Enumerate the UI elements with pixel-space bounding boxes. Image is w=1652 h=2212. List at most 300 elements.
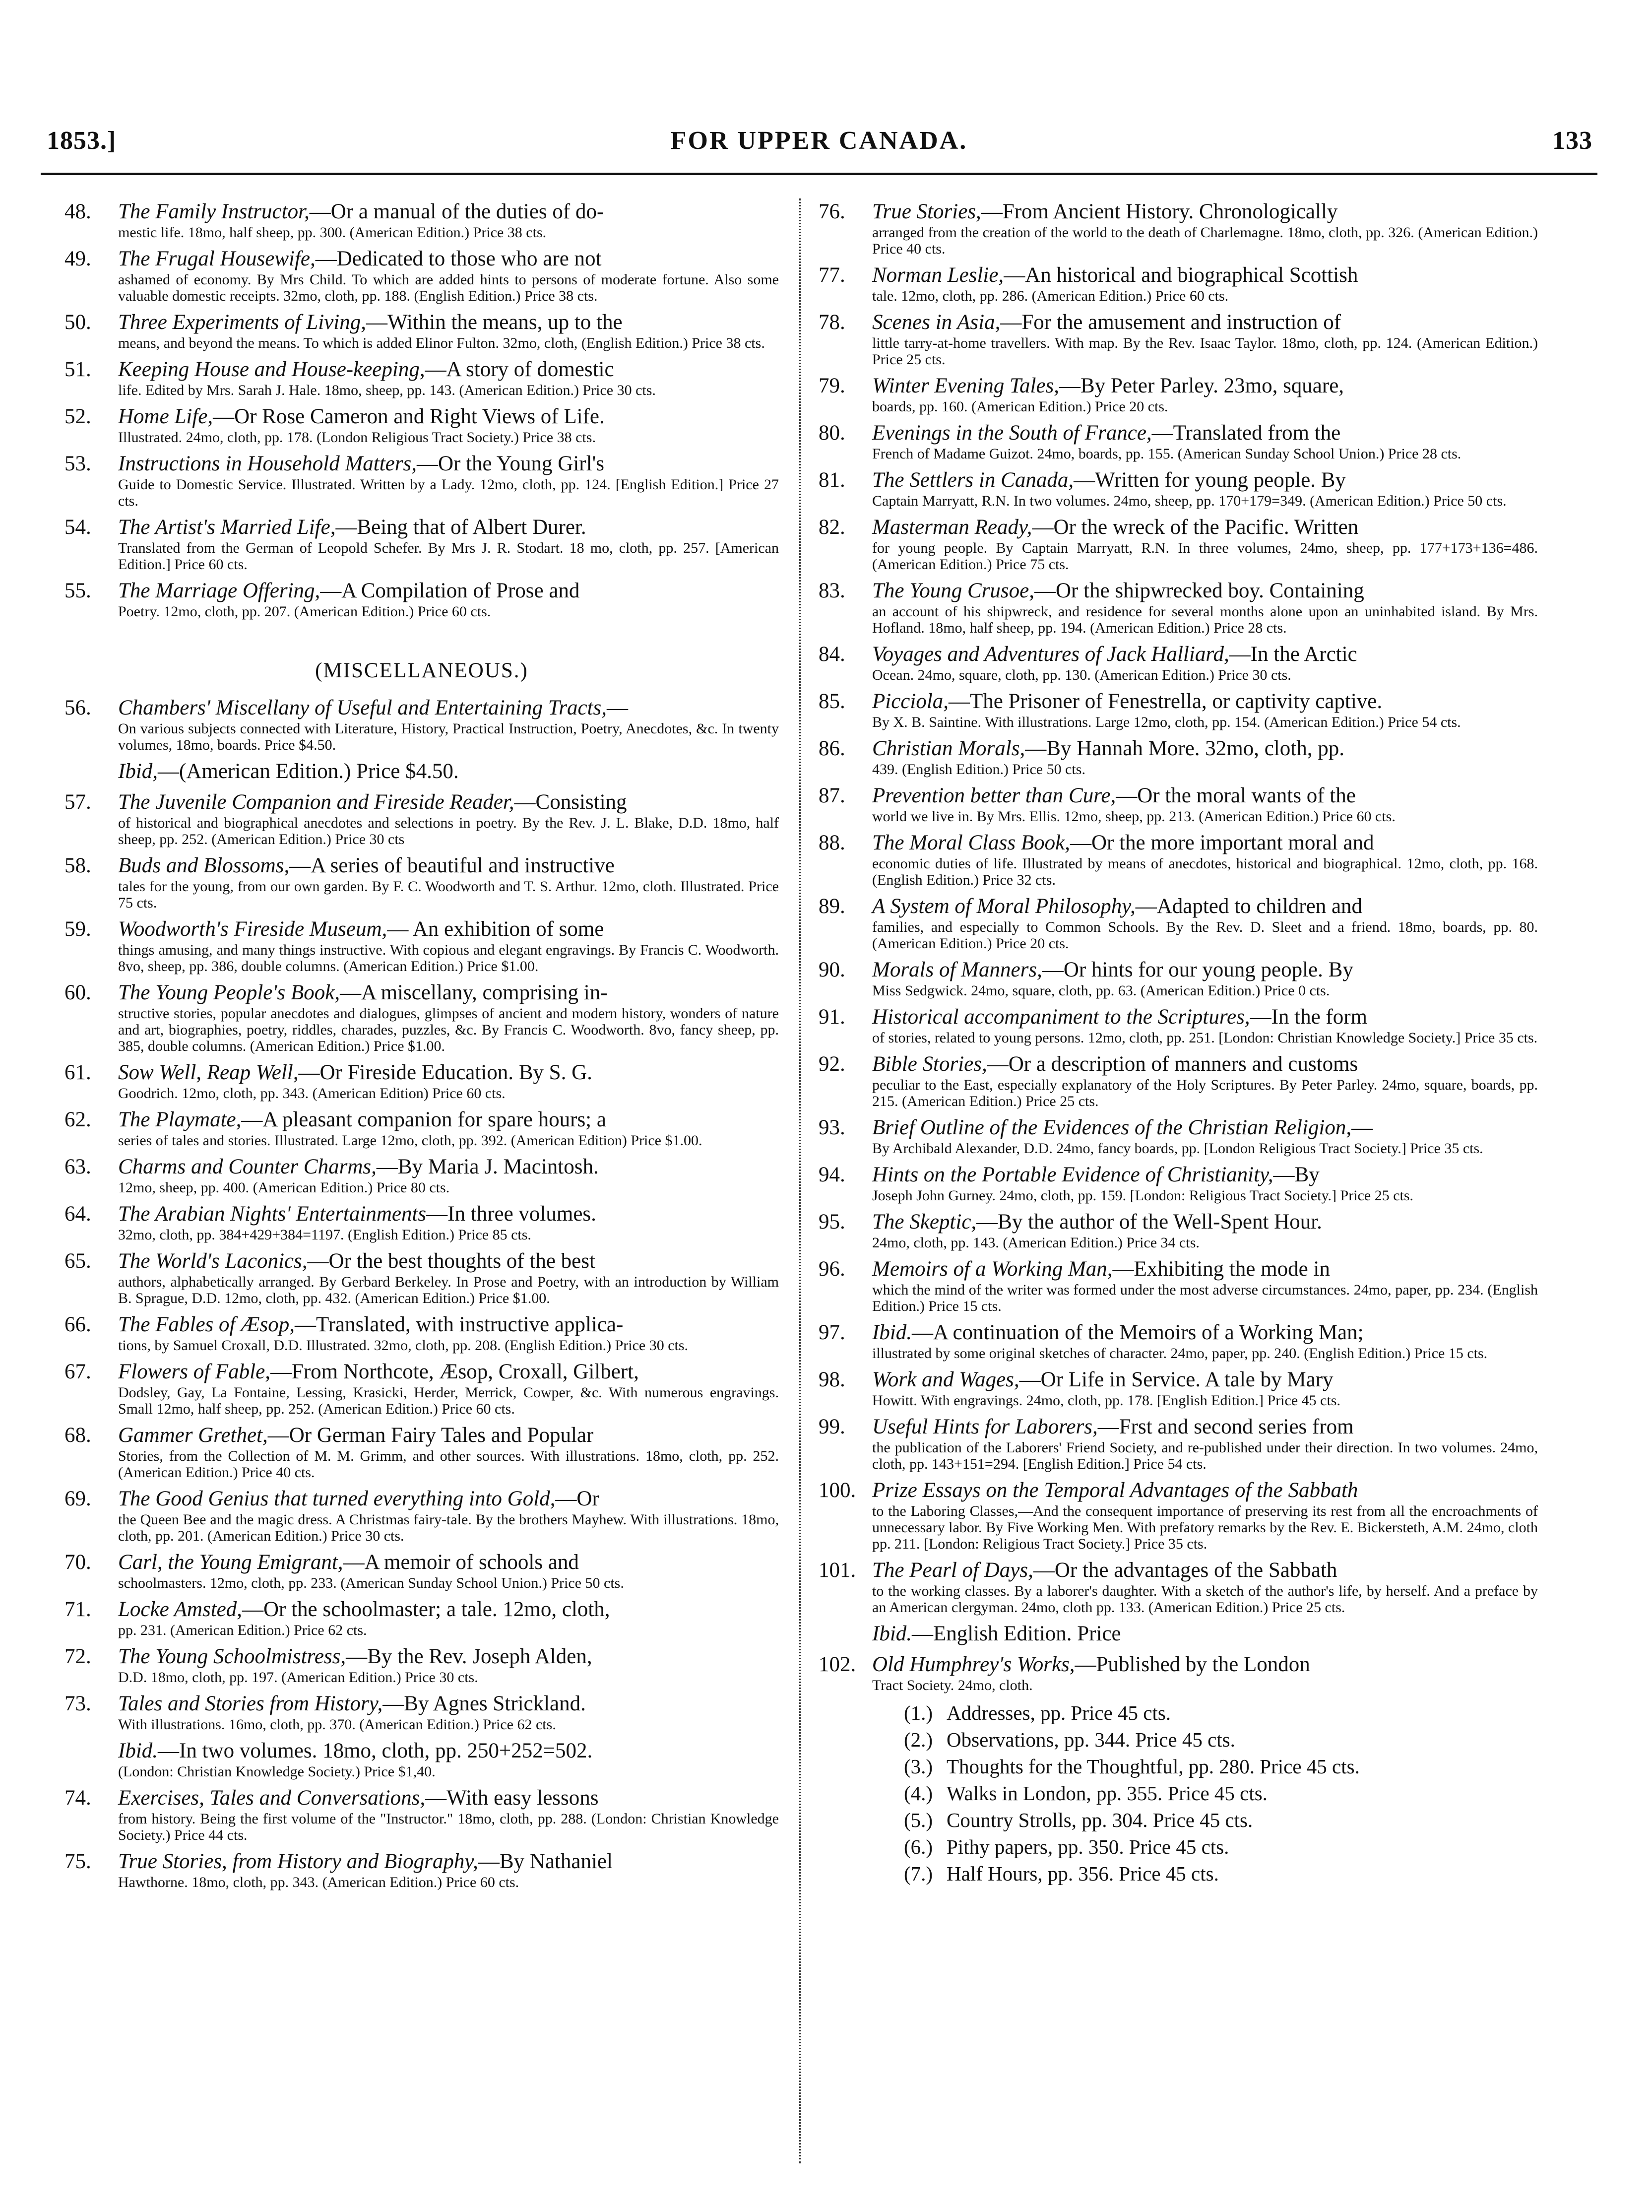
entry-lead: —Or a description of manners and customs: [987, 1052, 1358, 1076]
catalogue-entry: [64, 696, 779, 753]
entry-headline: [64, 1739, 779, 1763]
catalogue-entry: [64, 1423, 779, 1481]
catalogue-entry: [819, 1622, 1538, 1646]
entry-lead: —In the Arctic: [1229, 643, 1357, 666]
entry-number: 101.: [819, 1559, 856, 1582]
entry-description: an account of his shipwreck, and residence for several months alone upon an uninhabited island. By Mrs. Hofland. 18mo, half sheep, pp. 194. (American Edition.) Price 28 cts.: [872, 603, 1538, 636]
entry-number: 62.: [64, 1108, 91, 1131]
entry-description: to the working classes. By a laborer's daughter. With a sketch of the author's life, by herself. And a preface by an American clergyman. 24mo, cloth pp. 133. (American Edition.) Price 25 cts.: [872, 1583, 1538, 1616]
sub-item-text: Half Hours, pp. 356. Price 45 cts.: [947, 1862, 1219, 1885]
entry-number: 92.: [819, 1052, 845, 1076]
sub-item: [819, 1753, 1538, 1780]
entry-headline: [64, 696, 779, 720]
catalogue-entry: [819, 1415, 1538, 1472]
entry-title: The Young Schoolmistress,: [118, 1645, 346, 1668]
entry-headline: [819, 579, 1538, 603]
entry-headline: [64, 1692, 779, 1716]
entry-lead: —Written for young people. By: [1074, 468, 1346, 492]
entry-description: D.D. 18mo, cloth, pp. 197. (American Edition.) Price 30 cts.: [118, 1669, 478, 1686]
entry-description: By Archibald Alexander, D.D. 24mo, fancy boards, pp. [London Religious Tract Society.] Price 35 cts.: [872, 1140, 1483, 1157]
right-column: [819, 199, 1538, 2179]
entry-lead: —English Edition. Price: [912, 1622, 1121, 1645]
sub-item-number: (3.): [904, 1755, 933, 1778]
sub-item-text: Country Strolls, pp. 304. Price 45 cts.: [947, 1809, 1253, 1831]
catalogue-entry: [819, 199, 1538, 257]
entry-description: Illustrated. 24mo, cloth, pp. 178. (London Religious Tract Society.) Price 38 cts.: [118, 429, 596, 446]
entry-list-home: [64, 199, 779, 620]
catalogue-entry: [64, 790, 779, 847]
entry-headline: [819, 1005, 1538, 1030]
entry-number: 78.: [819, 311, 845, 334]
entry-description: for young people. By Captain Marryatt, R.N. In three volumes, 24mo, sheep, pp. 177+173+136=486. (American Edition.) Price 75 cts.: [872, 540, 1538, 573]
entry-lead: —Or the Young Girl's: [416, 452, 605, 475]
entry-description: Tract Society. 24mo, cloth.: [872, 1677, 1033, 1693]
sub-item: [819, 1807, 1538, 1833]
entry-headline: [819, 515, 1538, 540]
sub-item-text: Pithy papers, pp. 350. Price 45 cts.: [947, 1835, 1229, 1858]
entry-title: The Artist's Married Life,: [118, 516, 336, 539]
entry-lead: —With easy lessons: [425, 1786, 599, 1810]
entry-title: Keeping House and House-keeping,: [118, 358, 425, 381]
sub-item-number: (4.): [904, 1782, 933, 1805]
entry-headline: [64, 1249, 779, 1274]
section-heading: (MISCELLANEOUS.): [315, 659, 528, 682]
entry-number: 66.: [64, 1313, 91, 1336]
entry-number: 87.: [819, 784, 845, 807]
entry-number: 57.: [64, 790, 91, 814]
sub-item-number: (2.): [904, 1728, 933, 1751]
entry-headline: [64, 357, 779, 382]
entry-description: peculiar to the East, especially explanatory of the Holy Scriptures. By Peter Parley. 24mo, square, boards, pp. 215. (American Edition.) Price 25 cts.: [872, 1077, 1538, 1109]
catalogue-entry: [819, 1478, 1538, 1552]
entry-description: On various subjects connected with Literature, History, Practical Instruction, Poetry, Anecdotes, &c. In twenty volumes, 18mo, boards. Price $4.50.: [118, 720, 779, 753]
header-title: FOR UPPER CANADA.: [670, 127, 968, 155]
entry-headline: [64, 452, 779, 476]
entry-description: mestic life. 18mo, half sheep, pp. 300. (American Edition.) Price 38 cts.: [118, 224, 547, 241]
header-year: 1853.]: [47, 127, 117, 155]
entry-description: world we live in. By Mrs. Ellis. 12mo, sheep, pp. 213. (American Edition.) Price 60 cts.: [872, 808, 1396, 825]
entry-description: Howitt. With engravings. 24mo, cloth, pp. 178. [English Edition.] Price 45 cts.: [872, 1392, 1340, 1409]
entry-lead: —For the amusement and instruction of: [1000, 311, 1341, 334]
entry-lead: —Or the shipwrecked boy. Containing: [1034, 579, 1364, 602]
entry-title: The Marriage Offering,: [118, 579, 320, 602]
entry-number: 68.: [64, 1424, 91, 1447]
catalogue-entry: [64, 404, 779, 446]
entry-headline: [819, 1320, 1538, 1345]
entry-title: Ibid,: [118, 760, 158, 783]
entry-number: 65.: [64, 1249, 91, 1273]
entry-lead: —An historical and biographical Scottish: [1004, 263, 1358, 287]
entry-title: Useful Hints for Laborers,: [872, 1415, 1098, 1438]
catalogue-entry: [64, 1312, 779, 1354]
entry-description: economic duties of life. Illustrated by means of anecdotes, historical and biographical. 12mo, cloth, pp. 168. (English Edition.) Price 32 cts.: [872, 855, 1538, 888]
entry-lead: —Or German Fairy Tales and Popular: [267, 1424, 594, 1447]
entry-description: Miss Sedgwick. 24mo, square, cloth, pp. 63. (American Edition.) Price 0 cts.: [872, 982, 1330, 999]
sub-item-text: Addresses, pp. Price 45 cts.: [947, 1701, 1171, 1724]
catalogue-entry: [64, 1360, 779, 1417]
entry-headline: [64, 1202, 779, 1227]
entry-lead: —A pleasant companion for spare hours; a: [241, 1108, 606, 1131]
entry-number: 79.: [819, 374, 845, 397]
entry-lead: —Or: [555, 1487, 599, 1510]
entry-number: 54.: [64, 516, 91, 539]
catalogue-entry: [64, 357, 779, 398]
entry-headline: [64, 310, 779, 335]
entry-headline: [819, 1652, 1538, 1677]
entry-number: 70.: [64, 1551, 91, 1574]
entry-number: 84.: [819, 643, 845, 666]
entry-number: 59.: [64, 917, 91, 941]
entry-headline: [819, 1163, 1538, 1187]
entry-description: (London: Christian Knowledge Society.) Price $1,40.: [118, 1763, 436, 1780]
catalogue-entry: [819, 468, 1538, 509]
entry-headline: [819, 831, 1538, 855]
entry-number: 71.: [64, 1598, 91, 1621]
entry-description: tions, by Samuel Croxall, D.D. Illustrated. 32mo, cloth, pp. 208. (English Edition.) Price 30 cts.: [118, 1337, 689, 1354]
catalogue-entry: [64, 1107, 779, 1149]
entry-headline: [64, 515, 779, 540]
entry-headline: [819, 374, 1538, 398]
catalogue-entry: [64, 199, 779, 241]
entry-description: Ocean. 24mo, square, cloth, pp. 130. (American Edition.) Price 30 cts.: [872, 667, 1291, 683]
entry-title: Gammer Grethet,: [118, 1424, 268, 1447]
entry-description: from history. Being the first volume of the "Instructor." 18mo, cloth, pp. 288. (London: Christian Knowledge Society.) Price 44 cts.: [118, 1811, 779, 1843]
entry-number: 90.: [819, 958, 845, 981]
entry-lead: —From Northcote, Æsop, Croxall, Gilbert,: [270, 1360, 639, 1383]
entry-description: With illustrations. 16mo, cloth, pp. 370. (American Edition.) Price 62 cts.: [118, 1716, 556, 1733]
entry-lead: —(American Edition.) Price $4.50.: [158, 760, 459, 783]
entry-lead: —A Compilation of Prose and: [320, 579, 580, 602]
catalogue-entry: [819, 736, 1538, 778]
entry-number: 51.: [64, 358, 91, 381]
catalogue-entry: [64, 1060, 779, 1102]
entry-title: The Settlers in Canada,: [872, 468, 1074, 492]
entry-lead: —Within the means, up to the: [366, 311, 623, 334]
entry-lead: —Or hints for our young people. By: [1042, 958, 1353, 981]
catalogue-entry: [819, 263, 1538, 304]
entry-description: pp. 231. (American Edition.) Price 62 cts.: [118, 1622, 367, 1638]
entry-title: The Frugal Housewife,: [118, 247, 316, 270]
entry-title: Bible Stories,: [872, 1052, 987, 1076]
entry-description: illustrated by some original sketches of character. 24mo, paper, pp. 240. (English Edition.) Price 15 cts.: [872, 1345, 1488, 1362]
entry-number: 91.: [819, 1005, 845, 1029]
entry-description: life. Edited by Mrs. Sarah J. Hale. 18mo, sheep, pp. 143. (American Edition.) Price 30 cts.: [118, 382, 656, 398]
entry-title: The Arabian Nights' Entertainments: [118, 1202, 427, 1226]
entry-description: ashamed of economy. By Mrs Child. To which are added hints to persons of moderate fortune. Also some valuable domestic receipts. 32mo, cloth, pp. 188. (English Edition.) Price 38 cts.: [118, 271, 779, 304]
entry-lead: —Or the schoolmaster; a tale. 12mo, cloth,: [242, 1598, 610, 1621]
left-column: [64, 199, 779, 2179]
entry-lead: —The Prisoner of Fenestrella, or captivity captive.: [949, 690, 1383, 713]
catalogue-entry: [64, 1692, 779, 1733]
column-divider: [799, 198, 801, 2163]
entry-number: 56.: [64, 696, 91, 719]
entry-headline: [819, 1257, 1538, 1282]
entry-description: boards, pp. 160. (American Edition.) Price 20 cts.: [872, 398, 1168, 415]
entry-number: 88.: [819, 831, 845, 854]
entry-number: 100.: [819, 1479, 856, 1502]
entry-number: 102.: [819, 1653, 856, 1676]
entry-lead: —Consisting: [514, 790, 627, 814]
entry-lead: —From Ancient History. Chronologically: [981, 200, 1338, 223]
entry-lead: —: [1351, 1116, 1373, 1139]
entry-number: 75.: [64, 1850, 91, 1873]
entry-title: Ibid.: [118, 1739, 158, 1762]
catalogue-entry: [819, 1652, 1538, 1693]
entry-headline: [819, 1478, 1538, 1503]
entry-title: The Family Instructor,: [118, 200, 310, 223]
entry-lead: —By Nathaniel: [478, 1850, 613, 1873]
entry-headline: [64, 1312, 779, 1337]
sub-item: [819, 1699, 1538, 1726]
entry-title: Tales and Stories from History,: [118, 1692, 383, 1715]
entry-headline: [64, 1155, 779, 1179]
entry-list-right: [819, 199, 1538, 1693]
entry-title: Evenings in the South of France,: [872, 421, 1152, 445]
sub-item-number: (1.): [904, 1701, 933, 1724]
entry-title: Morals of Manners,: [872, 958, 1042, 981]
entry-lead: —By the author of the Well-Spent Hour.: [976, 1210, 1322, 1234]
entry-headline: [819, 1558, 1538, 1583]
entry-lead: —Exhibiting the mode in: [1112, 1257, 1330, 1281]
entry-lead: — An exhibition of some: [387, 917, 604, 941]
entry-description: families, and especially to Common Schools. By the Rev. D. Sleet and a friend. 18mo, boards, pp. 80. (American Edition.) Price 20 cts.: [872, 919, 1538, 952]
catalogue-entry: [819, 894, 1538, 952]
entry-lead: —Frst and second series from: [1097, 1415, 1354, 1438]
catalogue-entry: [819, 783, 1538, 825]
entry-title: The Juvenile Companion and Fireside Reader,: [118, 790, 514, 814]
catalogue-entry: [819, 579, 1538, 636]
catalogue-entry: [64, 980, 779, 1054]
entry-title: Historical accompaniment to the Scriptures,: [872, 1005, 1250, 1029]
catalogue-entry: [819, 1558, 1538, 1616]
entry-description: tales for the young, from our own garden. By F. C. Woodworth and T. S. Arthur. 12mo, cloth. Illustrated. Price 75 cts.: [118, 878, 779, 911]
sub-item: [819, 1860, 1538, 1887]
entry-number: 94.: [819, 1163, 845, 1186]
entry-lead: —In the form: [1250, 1005, 1367, 1029]
entry-headline: [64, 579, 779, 603]
entry-description: Goodrich. 12mo, cloth, pp. 343. (American Edition) Price 60 cts.: [118, 1085, 506, 1102]
entry-lead: —A miscellany, comprising in-: [340, 981, 608, 1004]
entry-lead: —Or Rose Cameron and Right Views of Life.: [213, 405, 605, 428]
entry-headline: [819, 642, 1538, 667]
catalogue-entry: [819, 1320, 1538, 1362]
entry-description: Dodsley, Gay, La Fontaine, Lessing, Krasicki, Herder, Merrick, Cowper, &c. With numerous engravings. Small 12mo, half sheep, pp. 252. (American Edition.) Price 60 cts.: [118, 1384, 779, 1417]
catalogue-entry: [819, 374, 1538, 415]
catalogue-entry: [64, 1786, 779, 1843]
entry-description: of historical and biographical anecdotes and selections in poetry. By the Rev. J. L. Blake, D.D. 18mo, half sheep, pp. 252. (American Edition.) Price 30 cts: [118, 815, 779, 847]
entry-lead: —By: [1273, 1163, 1320, 1186]
catalogue-entry: [819, 1052, 1538, 1109]
entry-title: Chambers' Miscellany of Useful and Entertaining Tracts,: [118, 696, 607, 719]
entry-headline: [819, 1210, 1538, 1235]
catalogue-entry: [64, 247, 779, 304]
entry-number: 50.: [64, 311, 91, 334]
entry-number: 97.: [819, 1321, 845, 1344]
catalogue-entry: [64, 1202, 779, 1243]
entry-lead: —Or Fireside Education. By S. G.: [298, 1061, 592, 1084]
catalogue-entry: [64, 1487, 779, 1544]
entry-headline: [64, 1107, 779, 1132]
entry-title: Voyages and Adventures of Jack Halliard,: [872, 643, 1229, 666]
entry-title: Carl, the Young Emigrant,: [118, 1551, 343, 1574]
entry-headline: [819, 199, 1538, 224]
entry-headline: [64, 1550, 779, 1575]
entry-headline: [819, 783, 1538, 808]
entry-description: to the Laboring Classes,—And the consequent importance of preserving its rest from all the encroachments of unnecessary labor. By Five Working Men. With prefatory remarks by the Rev. E. Bickersteth, A.M. 24mo, cloth pp. 211. [London: Religious Tract Society.] Price 35 cts.: [872, 1503, 1538, 1552]
entry-description: 12mo, sheep, pp. 400. (American Edition.) Price 80 cts.: [118, 1179, 450, 1196]
entry-number: 99.: [819, 1415, 845, 1438]
entry-lead: —Or Life in Service. A tale by Mary: [1019, 1368, 1334, 1391]
entry-description: series of tales and stories. Illustrated. Large 12mo, cloth, pp. 392. (American Edition) Price $1.00.: [118, 1132, 702, 1149]
entry-number: 48.: [64, 200, 91, 223]
entry-number: 74.: [64, 1786, 91, 1810]
entry-title: Prevention better than Cure,: [872, 784, 1116, 807]
entry-description: Translated from the German of Leopold Schefer. By Mrs J. R. Stodart. 18 mo, cloth, pp. 257. [American Edition.] Price 60 cts.: [118, 540, 779, 573]
entry-title: Brief Outline of the Evidences of the Christian Religion,: [872, 1116, 1352, 1139]
entry-headline: [64, 1360, 779, 1384]
entry-lead: —Being that of Albert Durer.: [335, 516, 586, 539]
catalogue-entry: [64, 515, 779, 573]
entry-number: 53.: [64, 452, 91, 475]
header-rule: [41, 173, 1597, 175]
entry-number: 52.: [64, 405, 91, 428]
entry-headline: [819, 468, 1538, 493]
entry-title: Home Life,: [118, 405, 213, 428]
catalogue-entry: [64, 579, 779, 620]
entry-title: The Pearl of Days,: [872, 1559, 1033, 1582]
entry-number: 67.: [64, 1360, 91, 1383]
catalogue-entry: [819, 421, 1538, 462]
entry-title: True Stories, from History and Biography,: [118, 1850, 478, 1873]
entry-title: The Skeptic,: [872, 1210, 977, 1234]
entry-headline: [819, 1622, 1538, 1646]
entry-number: 76.: [819, 200, 845, 223]
entry-number: 64.: [64, 1202, 91, 1226]
entry-description: arranged from the creation of the world to the death of Charlemagne. 18mo, cloth, pp. 326. (American Edition.) Price 40 cts.: [872, 224, 1538, 257]
entry-lead: —Translated from the: [1151, 421, 1341, 445]
catalogue-entry: [64, 1849, 779, 1890]
entry-headline: [64, 1849, 779, 1874]
entry-lead: —Or the wreck of the Pacific. Written: [1032, 516, 1359, 539]
entry-number: 60.: [64, 981, 91, 1004]
entry-lead: —Or a manual of the duties of do-: [309, 200, 604, 223]
sub-item-number: (7.): [904, 1862, 933, 1885]
entry-number: 73.: [64, 1692, 91, 1715]
sub-item-text: Observations, pp. 344. Price 45 cts.: [947, 1728, 1235, 1751]
entry-description: of stories, related to young persons. 12mo, cloth, pp. 251. [London: Christian Knowledge Society.] Price 35 cts.: [872, 1030, 1538, 1046]
entry-description: Captain Marryatt, R.N. In two volumes. 24mo, sheep, pp. 170+179=349. (American Edition.) Price 50 cts.: [872, 493, 1507, 509]
entry-description: 439. (English Edition.) Price 50 cts.: [872, 761, 1085, 778]
entry-number: 63.: [64, 1155, 91, 1178]
entry-lead: —By Peter Parley. 23mo, square,: [1059, 374, 1344, 397]
entry-title: Prize Essays on the Temporal Advantages of the Sabbath: [872, 1479, 1358, 1502]
entry-title: Ibid.: [872, 1321, 912, 1344]
entry-title: Sow Well, Reap Well,: [118, 1061, 299, 1084]
entry-title: Flowers of Fable,: [118, 1360, 270, 1383]
entry-number: 61.: [64, 1061, 91, 1084]
entry-description: structive stories, popular anecdotes and dialogues, glimpses of ancient and modern history, wonders of nature and art, biographies, poetry, riddles, charades, puzzles, &c. By Francis C. Woodworth. 8vo, fancy sheep, pp. 385, double columns. (American Edition.) Price $1.00.: [118, 1005, 779, 1054]
entry-headline: [64, 853, 779, 878]
entry-headline: [64, 1487, 779, 1511]
entry-lead: —A memoir of schools and: [343, 1551, 579, 1574]
entry-description: Poetry. 12mo, cloth, pp. 207. (American Edition.) Price 60 cts.: [118, 603, 491, 620]
entry-description: authors, alphabetically arranged. By Gerbard Berkeley. In Prose and Poetry, with an introduction by William B. Sprague, D.D. 12mo, cloth, pp. 432. (American Edition.) Price $1.00.: [118, 1274, 779, 1306]
entry-lead: —A continuation of the Memoirs of a Working Man;: [912, 1321, 1364, 1344]
entry-headline: [819, 689, 1538, 714]
entry-lead: —Translated, with instructive applica-: [294, 1313, 624, 1336]
entry-title: Memoirs of a Working Man,: [872, 1257, 1113, 1281]
catalogue-entry: [819, 515, 1538, 573]
entry-title: The Young People's Book,: [118, 981, 340, 1004]
entry-lead: —In three volumes.: [426, 1202, 596, 1226]
entry-number: 82.: [819, 516, 845, 539]
entry-title: Locke Amsted,: [118, 1598, 242, 1621]
entry-title: True Stories,: [872, 200, 981, 223]
entry-description: Guide to Domestic Service. Illustrated. Written by a Lady. 12mo, cloth, pp. 124. [English Edition.] Price 27 cts.: [118, 476, 779, 509]
entry-title: Winter Evening Tales,: [872, 374, 1060, 397]
catalogue-entry: [64, 1155, 779, 1196]
entry-description: the publication of the Laborers' Friend Society, and re-published under their direction. In two volumes. 24mo, cloth, pp. 143+151=294. [English Edition.] Price 54 cts.: [872, 1439, 1538, 1472]
entry-lead: —Dedicated to those who are not: [315, 247, 602, 270]
entry-headline: [64, 1786, 779, 1811]
catalogue-entry: [64, 759, 779, 784]
catalogue-entry: [819, 1163, 1538, 1204]
catalogue-entry: [819, 310, 1538, 368]
entry-number: 49.: [64, 247, 91, 270]
entry-headline: [819, 958, 1538, 982]
sub-item-text: Walks in London, pp. 355. Price 45 cts.: [947, 1782, 1268, 1805]
entry-number: 95.: [819, 1210, 845, 1234]
entry-headline: [819, 1415, 1538, 1439]
sub-item: [819, 1780, 1538, 1807]
entry-number: 58.: [64, 854, 91, 877]
entry-lead: —In two volumes. 18mo, cloth, pp. 250+252=502.: [158, 1739, 593, 1762]
entry-headline: [64, 1644, 779, 1669]
entry-title: Charms and Counter Charms,: [118, 1155, 377, 1178]
entry-title: Three Experiments of Living,: [118, 311, 367, 334]
entry-lead: —By the Rev. Joseph Alden,: [346, 1645, 592, 1668]
catalogue-entry: [819, 1367, 1538, 1409]
entry-lead: —By Agnes Strickland.: [382, 1692, 586, 1715]
entry-title: Old Humphrey's Works,: [872, 1653, 1075, 1676]
sub-item-list: [819, 1699, 1538, 1887]
entry-number: 96.: [819, 1257, 845, 1281]
catalogue-entry: [64, 1739, 779, 1780]
sub-item-text: Thoughts for the Thoughtful, pp. 280. Price 45 cts.: [947, 1755, 1360, 1778]
entry-headline: [819, 310, 1538, 335]
entry-headline: [819, 894, 1538, 919]
sub-item: [819, 1726, 1538, 1753]
entry-title: Buds and Blossoms,: [118, 854, 290, 877]
entry-title: Ibid.: [872, 1622, 912, 1645]
entry-number: 89.: [819, 895, 845, 918]
entry-headline: [64, 199, 779, 224]
entry-headline: [64, 790, 779, 815]
catalogue-entry: [819, 642, 1538, 683]
catalogue-entry: [64, 1644, 779, 1686]
catalogue-entry: [819, 1005, 1538, 1046]
catalogue-entry: [64, 1597, 779, 1638]
entry-lead: —Or the more important moral and: [1070, 831, 1374, 854]
running-head: [41, 123, 1597, 168]
entry-title: The Fables of Æsop,: [118, 1313, 295, 1336]
sub-item-number: (6.): [904, 1835, 933, 1858]
entry-description: 32mo, cloth, pp. 384+429+384=1197. (English Edition.) Price 85 cts.: [118, 1227, 531, 1243]
entry-title: The World's Laconics,: [118, 1249, 308, 1273]
entry-number: 98.: [819, 1368, 845, 1391]
entry-title: Work and Wages,: [872, 1368, 1019, 1391]
entry-title: The Young Crusoe,: [872, 579, 1034, 602]
